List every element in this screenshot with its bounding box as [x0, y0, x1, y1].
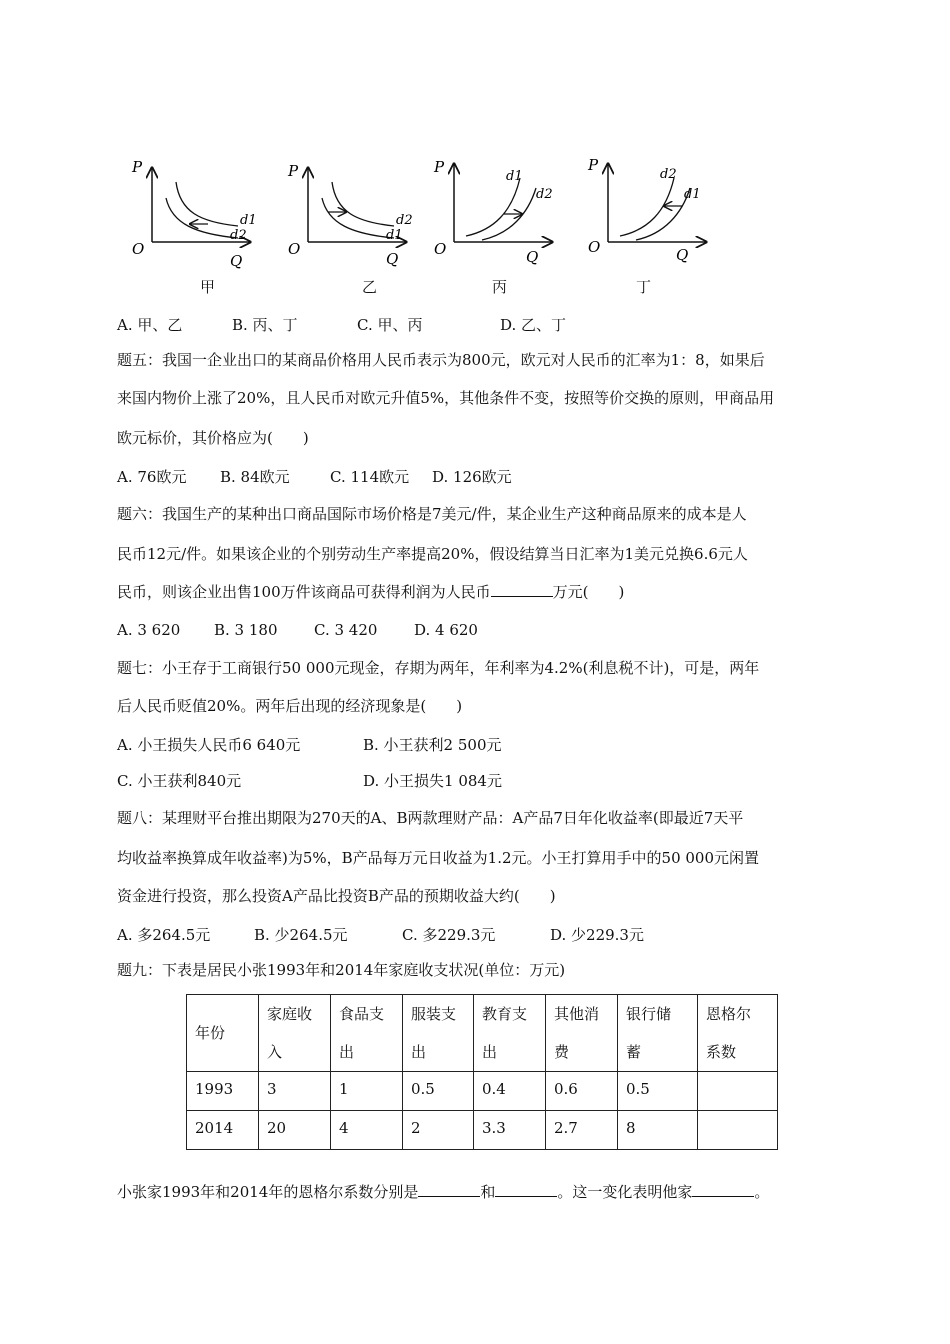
q6-line-3-tail: 万元( ) — [552, 583, 625, 601]
p-label: P — [132, 158, 143, 176]
q8-option-a[interactable]: A. 多264.5元 — [117, 926, 211, 944]
q6-option-a[interactable]: A. 3 620 — [117, 621, 181, 639]
table-header-row — [187, 995, 778, 1072]
header-food: 食品支 出 — [331, 995, 403, 1072]
q8-option-b[interactable]: B. 少264.5元 — [254, 926, 348, 944]
q6-option-d[interactable]: D. 4 620 — [414, 621, 478, 639]
q-label: Q — [676, 246, 689, 264]
cell: 1 — [331, 1072, 403, 1111]
curve-top-label: d1 — [240, 213, 257, 228]
graph-ding — [576, 150, 726, 300]
graph-ding-svg — [576, 150, 726, 280]
engel-cell-1993[interactable] — [698, 1072, 778, 1111]
q5-option-d[interactable]: D. 126欧元 — [432, 468, 512, 486]
curve-top-label: d2 — [396, 213, 413, 228]
graph-yi — [276, 150, 426, 300]
cell: 1993 — [187, 1072, 259, 1111]
graph-label: 乙 — [362, 278, 378, 296]
curve-left — [620, 178, 674, 236]
graph-jia — [120, 150, 270, 300]
graph-label: 丙 — [492, 278, 508, 296]
q9-blank-conclusion[interactable] — [692, 1182, 754, 1197]
cell: 0.5 — [403, 1072, 474, 1111]
graph-label: 丁 — [636, 278, 652, 296]
q4-option-a[interactable]: A. 甲、乙 — [117, 316, 183, 334]
q4-option-d[interactable]: D. 乙、丁 — [500, 316, 567, 334]
q5-line-1: 题五：我国一企业出口的某商品价格用人民币表示为800元，欧元对人民币的汇率为1：8，如果后 — [117, 351, 765, 369]
table-row — [187, 1072, 778, 1111]
q5-option-c[interactable]: C. 114欧元 — [330, 468, 410, 486]
q8-option-c[interactable]: C. 多229.3元 — [402, 926, 496, 944]
curve-left-label: d2 — [660, 167, 677, 182]
curve-bottom-label: d2 — [230, 228, 247, 243]
q9-tail-and: 和 — [480, 1183, 496, 1201]
cell: 3.3 — [474, 1111, 546, 1150]
header-year: 年份 — [187, 995, 259, 1072]
q7-line-1: 题七：小王存于工商银行50 000元现金，存期为两年，年利率为4.2%(利息税不计)，可是，两年 — [117, 659, 760, 677]
curve-top — [176, 182, 238, 226]
q7-option-d[interactable]: D. 小王损失1 084元 — [363, 772, 502, 790]
curve-left — [466, 178, 520, 236]
q7-line-2: 后人民币贬值20%。两年后出现的经济现象是( ) — [117, 697, 463, 715]
demand-curve-graphs — [120, 150, 720, 300]
cell: 0.5 — [618, 1072, 698, 1111]
q9-tail-mid: 。这一变化表明他家 — [557, 1183, 693, 1201]
q8-option-d[interactable]: D. 少229.3元 — [550, 926, 644, 944]
curve-right-label: d1 — [684, 187, 701, 202]
q-label: Q — [526, 248, 539, 266]
q8-line-1: 题八：某理财平台推出期限为270天的A、B两款理财产品：A产品7日年化收益率(即最近7天平 — [117, 809, 744, 827]
q6-line-2: 民币12元/件。如果该企业的个别劳动生产率提高20%，假设结算当日汇率为1美元兑换6.6元人 — [117, 545, 748, 563]
curve-right — [636, 188, 690, 240]
graph-yi-svg — [276, 150, 426, 280]
header-income: 家庭收 入 — [259, 995, 331, 1072]
q9-blank-1993[interactable] — [418, 1182, 480, 1197]
origin-label: O — [288, 240, 301, 258]
q9-tail-end: 。 — [754, 1183, 770, 1201]
header-savings: 银行储 蓄 — [618, 995, 698, 1072]
cell: 2 — [403, 1111, 474, 1150]
q6-line-1: 题六：我国生产的某种出口商品国际市场价格是7美元/件，某企业生产这种商品原来的成本是人 — [117, 505, 747, 523]
cell: 2.7 — [546, 1111, 618, 1150]
cell: 4 — [331, 1111, 403, 1150]
curve-right-label: d2 — [536, 187, 553, 202]
q7-option-a[interactable]: A. 小王损失人民币6 640元 — [117, 736, 301, 754]
curve-left-label: d1 — [506, 169, 523, 184]
q-label: Q — [230, 252, 243, 270]
graph-bing — [422, 150, 572, 300]
p-label: P — [288, 162, 299, 180]
curve-bottom-label: d1 — [386, 228, 403, 243]
q9-tail — [117, 1182, 769, 1202]
p-label: P — [588, 156, 599, 174]
q6-option-b[interactable]: B. 3 180 — [214, 621, 278, 639]
q8-line-2: 均收益率换算成年收益率)为5%，B产品每万元日收益为1.2元。小王打算用手中的50 000元闲置 — [117, 849, 760, 867]
header-engel: 恩格尔 系数 — [698, 995, 778, 1072]
header-clothing: 服装支 出 — [403, 995, 474, 1072]
q4-option-b[interactable]: B. 丙、丁 — [232, 316, 298, 334]
q9-intro: 题九：下表是居民小张1993年和2014年家庭收支状况(单位：万元) — [117, 961, 566, 979]
q8-line-3: 资金进行投资，那么投资A产品比投资B产品的预期收益大约( ) — [117, 887, 556, 905]
q9-tail-text: 小张家1993年和2014年的恩格尔系数分别是 — [117, 1183, 419, 1201]
q6-line-3-text: 民币，则该企业出售100万件该商品可获得利润为人民币 — [117, 583, 491, 601]
q9-blank-2014[interactable] — [495, 1182, 557, 1197]
curve-top — [332, 182, 394, 226]
income-expense-table — [186, 994, 778, 1150]
graph-bing-svg — [422, 150, 572, 280]
q6-line-3 — [117, 582, 624, 602]
engel-cell-2014[interactable] — [698, 1111, 778, 1150]
q5-line-3: 欧元标价，其价格应为( ) — [117, 429, 309, 447]
q5-option-a[interactable]: A. 76欧元 — [117, 468, 187, 486]
table-row — [187, 1111, 778, 1150]
cell: 20 — [259, 1111, 331, 1150]
p-label: P — [434, 158, 445, 176]
q7-option-b[interactable]: B. 小王获利2 500元 — [363, 736, 502, 754]
cell: 3 — [259, 1072, 331, 1111]
origin-label: O — [588, 238, 601, 256]
q-label: Q — [386, 250, 399, 268]
q5-option-b[interactable]: B. 84欧元 — [220, 468, 290, 486]
q6-option-c[interactable]: C. 3 420 — [314, 621, 378, 639]
q4-option-c[interactable]: C. 甲、丙 — [357, 316, 423, 334]
graph-label: 甲 — [200, 278, 216, 296]
origin-label: O — [434, 240, 447, 258]
cell: 0.6 — [546, 1072, 618, 1111]
q6-answer-blank[interactable] — [491, 582, 553, 597]
q5-line-2: 来国内物价上涨了20%，且人民币对欧元升值5%，其他条件不变，按照等价交换的原则，甲商品用 — [117, 389, 775, 407]
origin-label: O — [132, 240, 145, 258]
header-other: 其他消 费 — [546, 995, 618, 1072]
q7-option-c[interactable]: C. 小王获利840元 — [117, 772, 242, 790]
cell: 8 — [618, 1111, 698, 1150]
cell: 0.4 — [474, 1072, 546, 1111]
cell: 2014 — [187, 1111, 259, 1150]
header-education: 教育支 出 — [474, 995, 546, 1072]
graph-jia-svg — [120, 150, 270, 280]
